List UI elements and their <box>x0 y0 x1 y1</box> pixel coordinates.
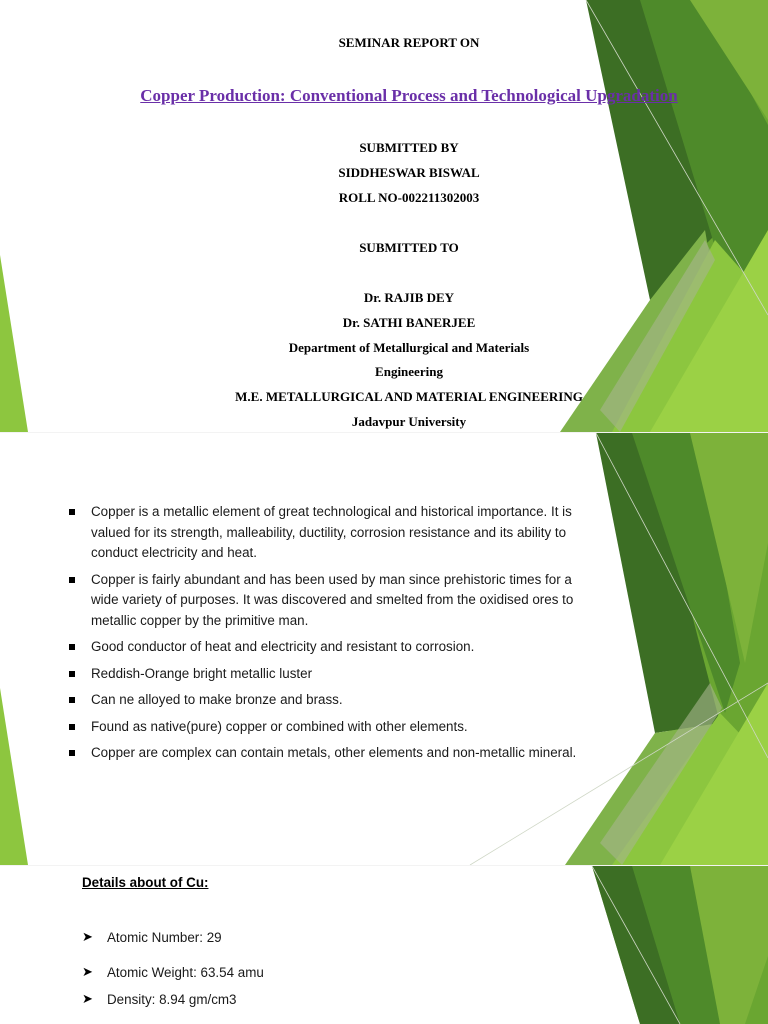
department-name-cont: Engineering <box>375 364 443 379</box>
copper-facts-list <box>68 502 588 770</box>
list-item <box>82 965 264 980</box>
list-item-text: Atomic Number: 29 <box>107 930 222 945</box>
list-item <box>68 637 588 658</box>
title-slide <box>0 0 768 432</box>
list-item <box>68 570 588 632</box>
square-bullet-icon <box>69 644 75 650</box>
list-item <box>68 690 588 711</box>
square-bullet-icon <box>69 671 75 677</box>
square-bullet-icon <box>69 577 75 583</box>
square-bullet-icon <box>69 509 75 515</box>
list-item <box>68 743 588 764</box>
list-item-text: Density: 8.94 gm/cm3 <box>107 992 237 1007</box>
list-item-text: Can ne alloyed to make bronze and brass. <box>91 692 343 707</box>
submitted-to-label: SUBMITTED TO <box>359 240 459 255</box>
submitted-by-label: SUBMITTED BY <box>359 140 459 155</box>
list-item-text: Copper are complex can contain metals, other elements and non-metallic mineral. <box>91 745 577 760</box>
list-item-text: Copper is fairly abundant and has been used by man since prehistoric times for a wide variety of purposes. It was discovered and smelted from the oxidised ores to metallic copper by the primitive man. <box>91 571 574 628</box>
arrow-bullet-icon: ➤ <box>82 929 93 944</box>
supervisor-name: Dr. RAJIB DEY <box>363 290 455 305</box>
arrow-bullet-icon: ➤ <box>82 991 93 1006</box>
list-item <box>68 664 588 685</box>
roll-number: ROLL NO-002211302003 <box>338 190 480 205</box>
list-item-text: Atomic Weight: 63.54 amu <box>107 965 264 980</box>
list-item-text: Good conductor of heat and electricity and resistant to corrosion. <box>91 639 475 654</box>
program-name: M.E. METALLURGICAL AND MATERIAL ENGINEERING <box>235 389 583 404</box>
list-item <box>82 930 264 945</box>
list-item <box>82 992 264 1007</box>
report-title: Copper Production: Conventional Process and Technological Upgradation <box>140 86 678 105</box>
arrow-bullet-icon: ➤ <box>82 964 93 979</box>
supervisor-name: Dr. SATHI BANERJEE <box>342 315 476 330</box>
university-name: Jadavpur University <box>351 414 467 429</box>
list-item-text: Copper is a metallic element of great technological and historical importance. It is valued for its strength, malleability, ductility, corrosion resistance and its ability to conduct electricity and heat. <box>91 504 572 560</box>
content-slide <box>0 433 768 865</box>
details-heading: Details about of Cu: <box>82 875 209 890</box>
student-name: SIDDHESWAR BISWAL <box>338 165 480 180</box>
square-bullet-icon <box>69 750 75 756</box>
seminar-heading: SEMINAR REPORT ON <box>338 35 480 50</box>
list-item <box>68 502 588 564</box>
details-slide <box>0 866 768 1024</box>
list-item <box>68 717 588 738</box>
list-item-text: Found as native(pure) copper or combined with other elements. <box>91 718 468 734</box>
copper-details-list <box>82 929 264 1007</box>
square-bullet-icon <box>69 697 75 703</box>
list-item-text: Reddish-Orange bright metallic luster <box>91 665 313 681</box>
department-name: Department of Metallurgical and Materials <box>288 340 530 355</box>
square-bullet-icon <box>69 724 75 730</box>
